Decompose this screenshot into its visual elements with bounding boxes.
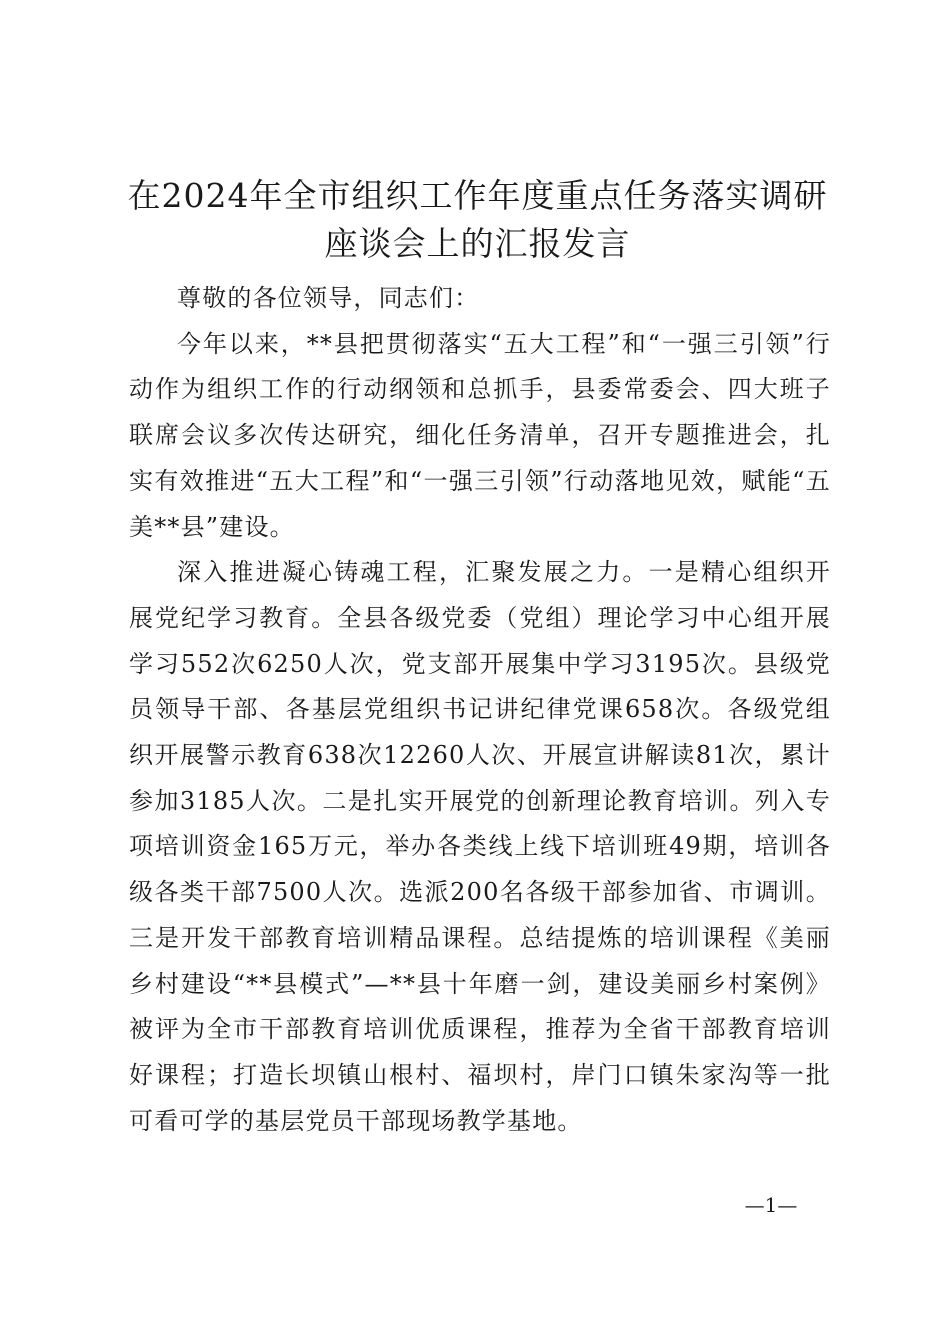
document-title: 在2024年全市组织工作年度重点任务落实调研座谈会上的汇报发言 xyxy=(127,176,828,263)
document-body xyxy=(129,276,831,1144)
paragraph-intro: 今年以来，**县把贯彻落实“五大工程”和“一强三引领”行动作为组织工作的行动纲领和总抓手，县委常委会、四大班子联席会议多次传达研究，细化任务清单，召开专题推进会，扎实有效推进“五大工程”和“一强三引领”行动落地见效，赋能“五美**县”建设。 xyxy=(129,329,831,541)
page-number: —1— xyxy=(744,1193,798,1217)
salutation: 尊敬的各位领导，同志们： xyxy=(177,284,480,312)
paragraph-ideological-project: 深入推进凝心铸魂工程，汇聚发展之力。一是精心组织开展党纪学习教育。全县各级党委（党组）理论学习中心组开展学习552次6250人次，党支部开展集中学习3195次。县级党员领导干部、各基层党组织书记讲纪律党课658次。各级党组织开展警示教育638次12260人次、开展宣讲解读81次，累计参加3185人次。二是扎实开展党的创新理论教育培训。列入专项培训资金165万元，举办各类线上线下培训班49期，培训各级各类干部7500人次。选派200名各级干部参加省、市调训。三是开发干部教育培训精品课程。总结提炼的培训课程《美丽乡村建设“**县模式”—**县十年磨一剑，建设美丽乡村案例》被评为全市干部教育培训优质课程，推荐为全省干部教育培训好课程；打造长坝镇山根村、福坝村，岸门口镇朱家沟等一批可看可学的基层党员干部现场教学基地。 xyxy=(129,558,831,1135)
